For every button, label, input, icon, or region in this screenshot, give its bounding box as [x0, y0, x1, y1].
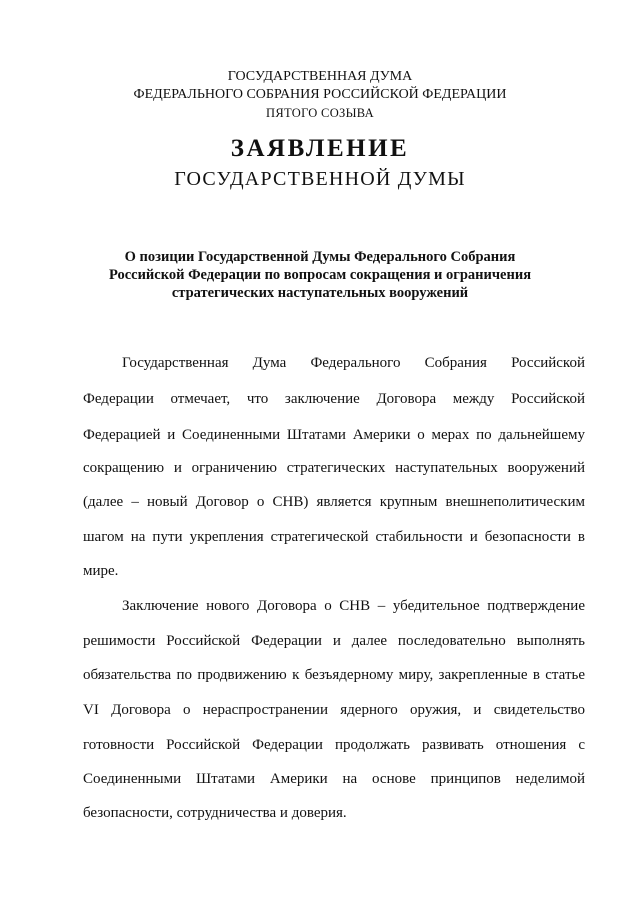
paragraph-2-line-1: Заключение нового Договора о СНВ – убедительное подтверждение	[122, 598, 585, 614]
topic-line-1: О позиции Государственной Думы Федерального Собрания	[124, 249, 516, 265]
paragraph-1-line-1: Государственная Дума Федерального Собрания Российской	[122, 355, 585, 371]
paragraph-1-line-5: (далее – новый Договор о СНВ) является крупным внешнеполитическим	[83, 494, 585, 510]
topic-line-2: Российской Федерации по вопросам сокращения и ограничения	[108, 267, 532, 283]
paragraph-2-line-7: безопасности, сотрудничества и доверия.	[83, 805, 347, 821]
header-line-3: ПЯТОГО СОЗЫВА	[266, 106, 374, 120]
topic-line-3: стратегических наступательных вооружений	[171, 285, 469, 301]
document-subtitle: ГОСУДАРСТВЕННОЙ ДУМЫ	[174, 168, 466, 190]
document-header	[0, 68, 640, 122]
paragraph-2-line-4: VI Договора о нераспространении ядерного оружия, и свидетельство	[83, 702, 585, 718]
paragraph-1-line-4: сокращению и ограничению стратегических наступательных вооружений	[83, 460, 585, 476]
paragraph-2-line-5: готовности Российской Федерации продолжать развивать отношения с	[83, 737, 585, 753]
paragraph-1-line-6: шагом на пути укрепления стратегической стабильности и безопасности в	[83, 529, 585, 545]
paragraph-2-line-2: решимости Российской Федерации и далее последовательно выполнять	[83, 633, 585, 649]
paragraph-1-line-3: Федерацией и Соединенными Штатами Америки о мерах по дальнейшему	[83, 427, 585, 443]
document-title: ЗАЯВЛЕНИЕ	[230, 135, 410, 162]
paragraph-1-line-2: Федерации отмечает, что заключение Договора между Российской	[83, 391, 585, 407]
header-line-2: ФЕДЕРАЛЬНОГО СОБРАНИЯ РОССИЙСКОЙ ФЕДЕРАЦИИ	[133, 87, 507, 102]
paragraph-2-line-6: Соединенными Штатами Америки на основе принципов неделимой	[83, 771, 585, 787]
paragraph-1-line-7: мире.	[83, 563, 119, 579]
header-line-1: ГОСУДАРСТВЕННАЯ ДУМА	[227, 69, 413, 84]
paragraph-2-line-3: обязательства по продвижению к безъядерному миру, закрепленные в статье	[83, 667, 585, 683]
document-topic	[0, 248, 640, 302]
